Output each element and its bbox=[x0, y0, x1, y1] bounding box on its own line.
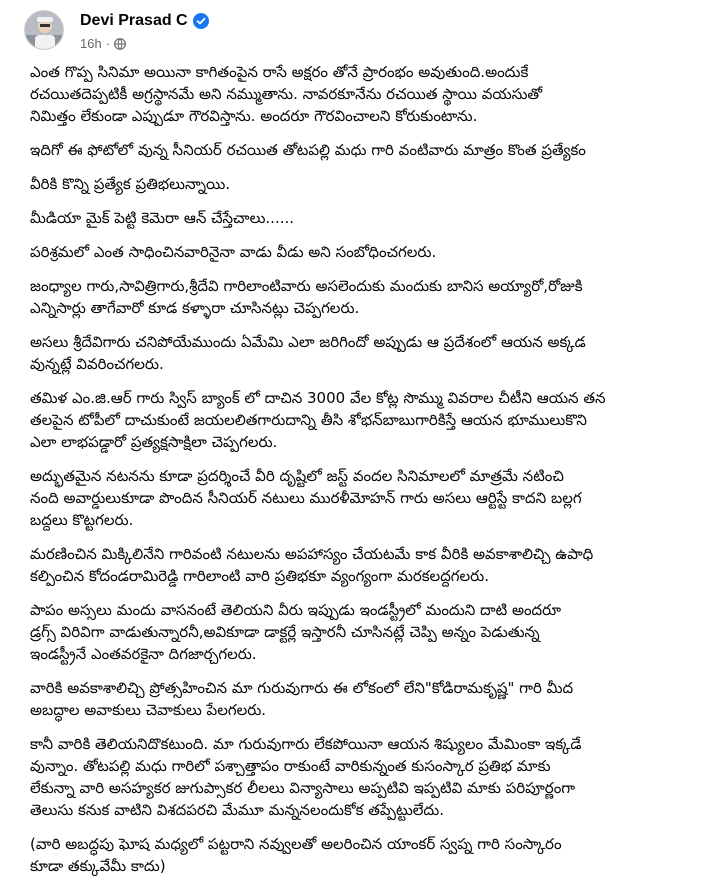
post-text-line: పరిశ్రమలో ఎంత సాధించినవారినైనా వాడు వీడు అని సంబోధించగలరు. bbox=[30, 243, 437, 261]
post-paragraph bbox=[30, 466, 720, 532]
globe-icon bbox=[114, 38, 126, 50]
post-text-line: మీడియా మైక్ పెట్టి కెమెరా ఆన్ చేస్తేచాలు...... bbox=[30, 209, 295, 227]
post-text-line: రచయితదెప్పటికీ అగ్రస్థానమే అని నమ్ముతాను. నావరకూనేను రచయిత స్థాయి వయసుతో bbox=[30, 85, 543, 103]
post-text-line: తెలుసు కనుక వాటిని విశదపరచి మేమూ మన్ననలందుకోక తప్పేట్టులేదు. bbox=[30, 801, 444, 819]
post-paragraph bbox=[30, 140, 720, 162]
post-text-line: వున్నాం. తోటపల్లి మధు గారిలో పశ్చాత్తాపం రాకుంటే వారికున్నంత కుసంస్కార ప్రతిభ మాకు bbox=[30, 757, 551, 775]
post-text-line: ఎంత గొప్ప సినిమా అయినా కాగితంపైన రాసే అక్షరం తోనే ప్రారంభం అవుతుంది.అందుకే bbox=[30, 63, 529, 81]
meta-separator: · bbox=[105, 36, 111, 51]
post-paragraph bbox=[30, 62, 720, 128]
post-paragraph bbox=[30, 734, 720, 822]
verified-badge-icon bbox=[193, 13, 209, 29]
post-text-line: వారికి అవకాశాలిచ్చి ప్రోత్సహించిన మా గురువుగారు ఈ లోకంలో లేని"కోడిరామకృష్ణ" గారి మీద bbox=[30, 679, 574, 697]
post-text-line: జంధ్యాల గారు,సావిత్రిగారు,శ్రీదేవి గారిలాంటివారు అసలెందుకు మందుకు బానిస అయ్యారో,రోజుకి bbox=[30, 277, 583, 295]
post-text-line: ఇదిగో ఈ ఫోటోలో వున్న సీనియర్ రచయిత తోటపల్లి మధు గారి వంటివారు మాత్రం కొంత ప్రత్యేకం bbox=[30, 141, 586, 159]
post-text-line: అసలు శ్రీదేవిగారు చనిపోయేముందు ఏమేమి ఎలా జరిగిందో అప్పుడు ఆ ప్రదేశంలో ఆయన అక్కడ bbox=[30, 333, 586, 351]
post-text-line: కానీ వారికి తెలియనిదొకటుంది. మా గురువుగారు లేకపోయినా ఆయన శిష్యులం మేమింకా ఇక్కడే bbox=[30, 735, 582, 753]
post-text-line: వీరికి కొన్ని ప్రత్యేక ప్రతిభలున్నాయి. bbox=[30, 175, 231, 193]
post-paragraph bbox=[30, 208, 720, 230]
post-text-line: లేకున్నా వారి అసహ్యకర జుగుప్సాకర లీలలు విన్యాసాలు అప్పటివి ఇప్పటివి మాకు పరిపూర్ణంగా bbox=[30, 779, 576, 797]
post-text-line: బద్దలు కొట్టగలరు. bbox=[30, 511, 134, 529]
post-paragraph bbox=[30, 388, 720, 454]
post-text-line: నిమిత్తం లేకుండా ఎప్పుడూ గౌరవిస్తాను. అందరూ గౌరవించాలని కోరుకుంటాను. bbox=[30, 107, 478, 125]
post-paragraph bbox=[30, 834, 720, 878]
post-paragraph bbox=[30, 332, 720, 376]
post-text-line: అబద్ధాల అవాకులు చెవాకులు పేలగలరు. bbox=[30, 701, 267, 719]
post-paragraph bbox=[30, 174, 720, 196]
profile-photo bbox=[25, 11, 64, 50]
author-name[interactable]: Devi Prasad C bbox=[80, 12, 188, 29]
post-text-line: (వారి అబద్ధపు ఘోష మధ్యలో పట్టరాని నవ్వులతో అలరించిన యాంకర్ స్వప్న గారి సంస్కారం bbox=[30, 835, 562, 853]
post-paragraph bbox=[30, 600, 720, 666]
post-text-line: ఎలా లాభపడ్డారో ప్రత్యక్షసాక్షిలా చెప్పగలరు. bbox=[30, 433, 278, 451]
post-text-line: ఇండస్ట్రీనే ఎంతవరకైనా దిగజార్చగలరు. bbox=[30, 645, 257, 663]
post-paragraph bbox=[30, 276, 720, 320]
post-text-line: కూడా తక్కువేమీ కాదు) bbox=[30, 857, 166, 875]
avatar[interactable] bbox=[24, 10, 64, 50]
post-text-line: ఎన్నిసార్లు తాగేవారో కూడ కళ్ళారా చూసినట్లు చెప్పగలరు. bbox=[30, 299, 360, 317]
post-body bbox=[30, 62, 720, 890]
post-text-line: డ్రగ్స్ విరివిగా వాడుతున్నారనీ,అవికూడా డాక్టర్లే ఇస్తారనీ చూసినట్లే చెప్పి అన్నం పెడుతున్న bbox=[30, 623, 540, 641]
post-paragraph bbox=[30, 678, 720, 722]
post-timestamp[interactable]: 16h bbox=[80, 36, 102, 51]
post-text-line: మరణించిన మిక్కిలినేని గారివంటి నటులను అపహాస్యం చేయటమే కాక వీరికి అవకాశాలిచ్చి ఉపాధి bbox=[30, 545, 594, 563]
post-text-line: అద్భుతమైన నటనను కూడా ప్రదర్శించే వీరి దృష్టిలో జస్ట్ వందల సినిమాలలో మాత్రమే నటించి bbox=[30, 467, 564, 485]
post-text-line: నంది అవార్డులుకూడా పొందిన సీనియర్ నటులు మురళీమోహన్ గారు అసలు ఆర్టిస్టే కాదని బల్లగ bbox=[30, 489, 582, 507]
post-paragraph bbox=[30, 242, 720, 264]
post-text-line: పాపం అస్సలు మందు వాసనంటే తెలియని వీరు ఇప్పుడు ఇండస్ట్రీలో మందుని దాటి అందరూ bbox=[30, 601, 562, 619]
post-text-line: తలపైన టోపీలో దాచుకుంటే జయలలితగారుదాన్ని తీసి శోభన్‌బాబుగారికిస్తే ఆయన భూములుకొని bbox=[30, 411, 587, 429]
post-text-line: కల్పించిన కోదండరామిరెడ్డి గారిలాంటి వారి ప్రతిభకూ వ్యంగ్యంగా మరకలద్దగలరు. bbox=[30, 567, 490, 585]
post-text-line: వున్నట్లే వివరించగలరు. bbox=[30, 355, 164, 373]
post-paragraph bbox=[30, 544, 720, 588]
post-text-line: తమిళ ఎం.జి.ఆర్ గారు స్విస్ బ్యాంక్ లో దాచిన 3000 వేల కోట్ల సొమ్ము వివరాల చీటీని ఆయన తన bbox=[30, 389, 606, 407]
